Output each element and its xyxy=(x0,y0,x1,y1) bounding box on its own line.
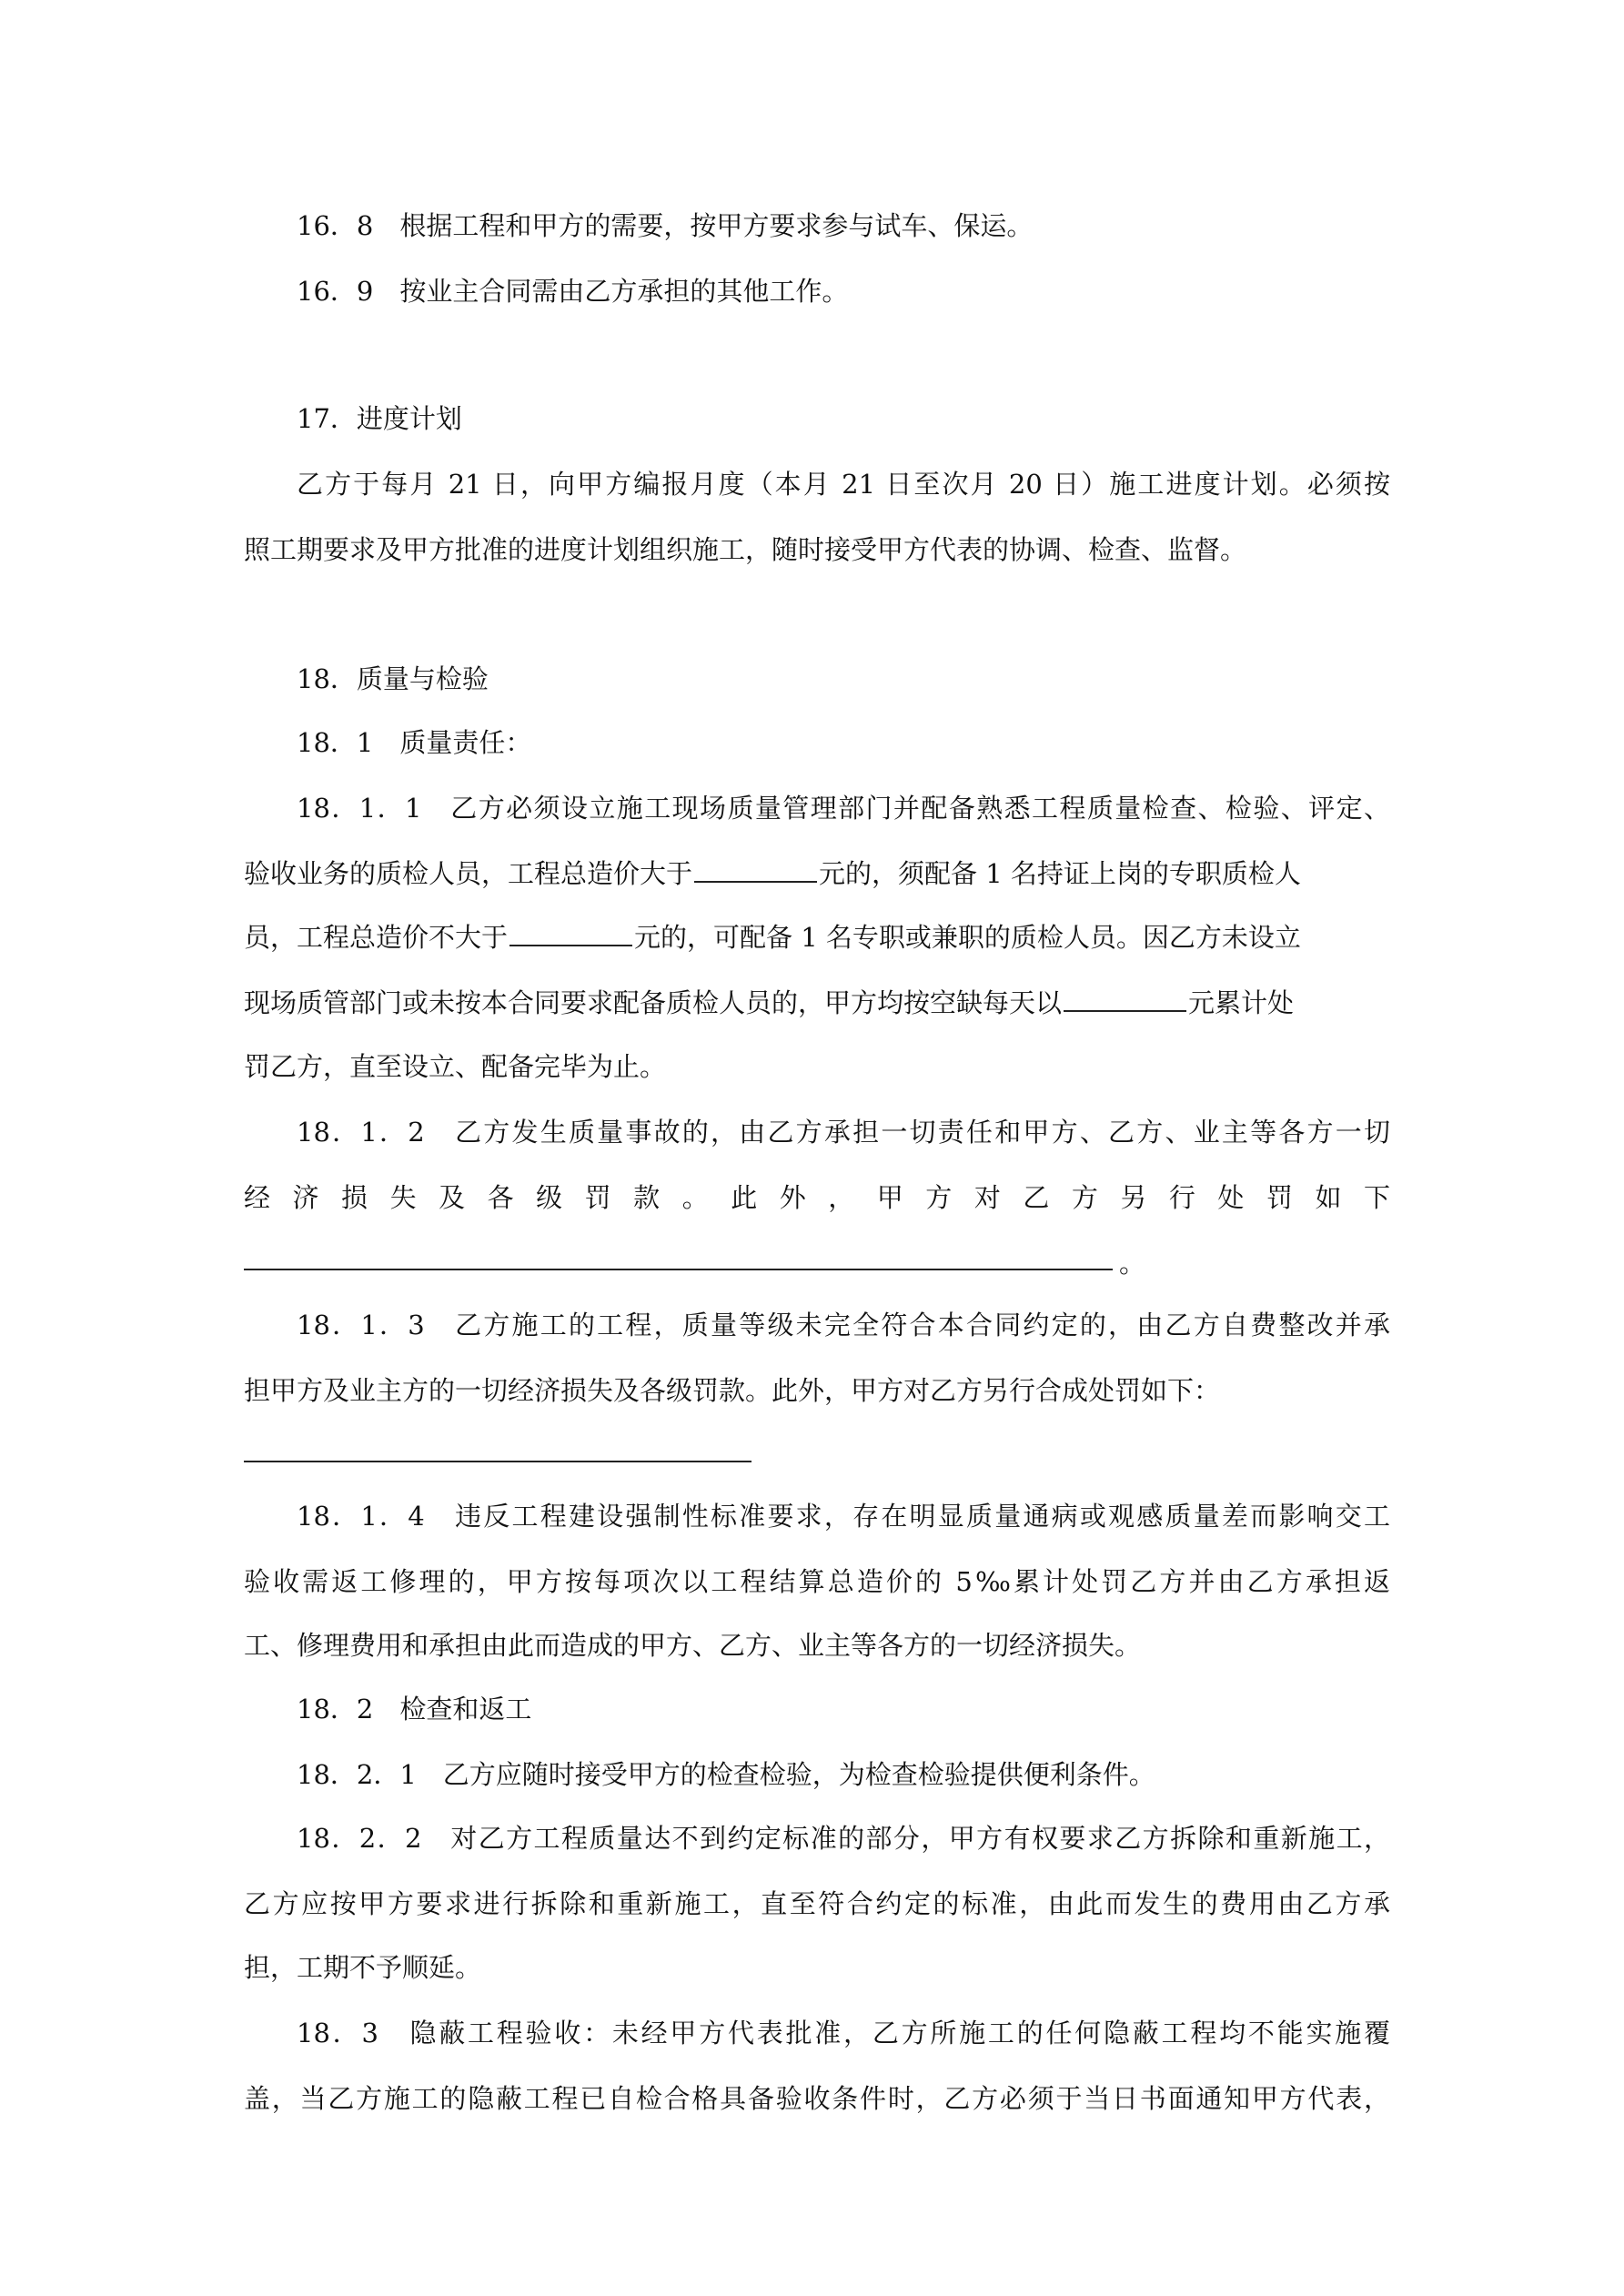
fill-in-line-penalty-2[interactable] xyxy=(244,1461,751,1462)
clause-16-9: 16．9 按业主合同需由乙方承担的其他工作。 xyxy=(297,276,849,307)
fill-in-blank-amount-threshold[interactable] xyxy=(694,880,817,883)
clause-text: 元的，可配备 1 名专职或兼职的质检人员。因乙方未设立 xyxy=(634,922,1301,953)
clause-text: 员，工程总造价不大于 xyxy=(244,922,509,953)
clause-18-1-1-line-4 xyxy=(244,985,1390,1021)
clause-18-1-1-line-2 xyxy=(244,855,1390,892)
clause-18-3-line-1: 18．3 隐蔽工程验收：未经甲方代表批准，乙方所施工的任何隐蔽工程均不能实施覆 xyxy=(297,2018,1390,2048)
fill-in-blank-daily-penalty[interactable] xyxy=(1064,1009,1186,1012)
fill-in-line-penalty-1[interactable] xyxy=(244,1269,1113,1270)
clause-18-2-heading: 18．2 检查和返工 xyxy=(297,1694,532,1725)
clause-18-2-2-line-3: 担，工期不予顺延。 xyxy=(244,1952,482,1983)
clause-18-2-2-line-1: 18．2．2 对乙方工程质量达不到约定标准的部分，甲方有权要求乙方拆除和重新施工， xyxy=(297,1823,1390,1854)
clause-18-1-3-line-2: 担甲方及业主方的一切经济损失及各级罚款。此外，甲方对乙方另行合成处罚如下： xyxy=(244,1375,1221,1406)
clause-18-3-line-2: 盖，当乙方施工的隐蔽工程已自检合格具备验收条件时，乙方必须于当日书面通知甲方代表， xyxy=(244,2083,1390,2114)
clause-text: 现场质管部门或未按本合同要求配备质检人员的，甲方均按空缺每天以 xyxy=(244,987,1063,1018)
clause-18-1-2-line-2: 经济损失及各级罚款。此外，甲方对乙方另行处罚如下 xyxy=(244,1182,1390,1213)
clause-18-1-3-line-1: 18．1．3 乙方施工的工程，质量等级未完全符合本合同约定的，由乙方自费整改并承 xyxy=(297,1310,1390,1340)
clause-18-1-1-line-5: 罚乙方，直至设立、配备完毕为止。 xyxy=(244,1051,667,1082)
clause-18-1-4-line-3: 工、修理费用和承担由此而造成的甲方、乙方、业主等各方的一切经济损失。 xyxy=(244,1630,1142,1661)
clause-18-2-1: 18．2．1 乙方应随时接受甲方的检查检验，为检查检验提供便利条件。 xyxy=(297,1759,1155,1790)
section-17-heading: 17．进度计划 xyxy=(297,403,462,434)
section-18-heading: 18．质量与检验 xyxy=(297,663,489,694)
clause-16-8: 16．8 根据工程和甲方的需要，按甲方要求参与试车、保运。 xyxy=(297,210,1034,241)
clause-18-1-2-line-1: 18．1．2 乙方发生质量事故的，由乙方承担一切责任和甲方、乙方、业主等各方一切 xyxy=(297,1117,1390,1148)
clause-text: 验收业务的质检人员，工程总造价大于 xyxy=(244,858,693,889)
clause-18-2-2-line-2: 乙方应按甲方要求进行拆除和重新施工，直至符合约定的标准，由此而发生的费用由乙方承 xyxy=(244,1888,1390,1919)
clause-18-1-4-line-2: 验收需返工修理的，甲方按每项次以工程结算总造价的 5‰累计处罚乙方并由乙方承担返 xyxy=(244,1566,1390,1597)
clause-18-1-4-line-1: 18．1．4 违反工程建设强制性标准要求，存在明显质量通病或观感质量差而影响交工 xyxy=(297,1501,1390,1532)
clause-18-1-1-line-3 xyxy=(244,919,1390,956)
clause-text: 元累计处 xyxy=(1188,987,1295,1018)
fill-in-blank-amount-threshold-2[interactable] xyxy=(509,944,632,946)
clause-17-body-line-2: 照工期要求及甲方批准的进度计划组织施工，随时接受甲方代表的协调、检查、监督。 xyxy=(244,534,1247,565)
clause-18-1-1-line-1: 18．1．1 乙方必须设立施工现场质量管理部门并配备熟悉工程质量检查、检验、评定、 xyxy=(297,793,1390,824)
clause-18-1-heading: 18．1 质量责任： xyxy=(297,727,532,758)
clause-17-body-line-1: 乙方于每月 21 日，向甲方编报月度（本月 21 日至次月 20 日）施工进度计划。必须按 xyxy=(297,469,1390,500)
clause-text: 元的，须配备 1 名持证上岗的专职质检人 xyxy=(819,858,1301,889)
clause-18-1-2-period: 。 xyxy=(1119,1248,1146,1279)
